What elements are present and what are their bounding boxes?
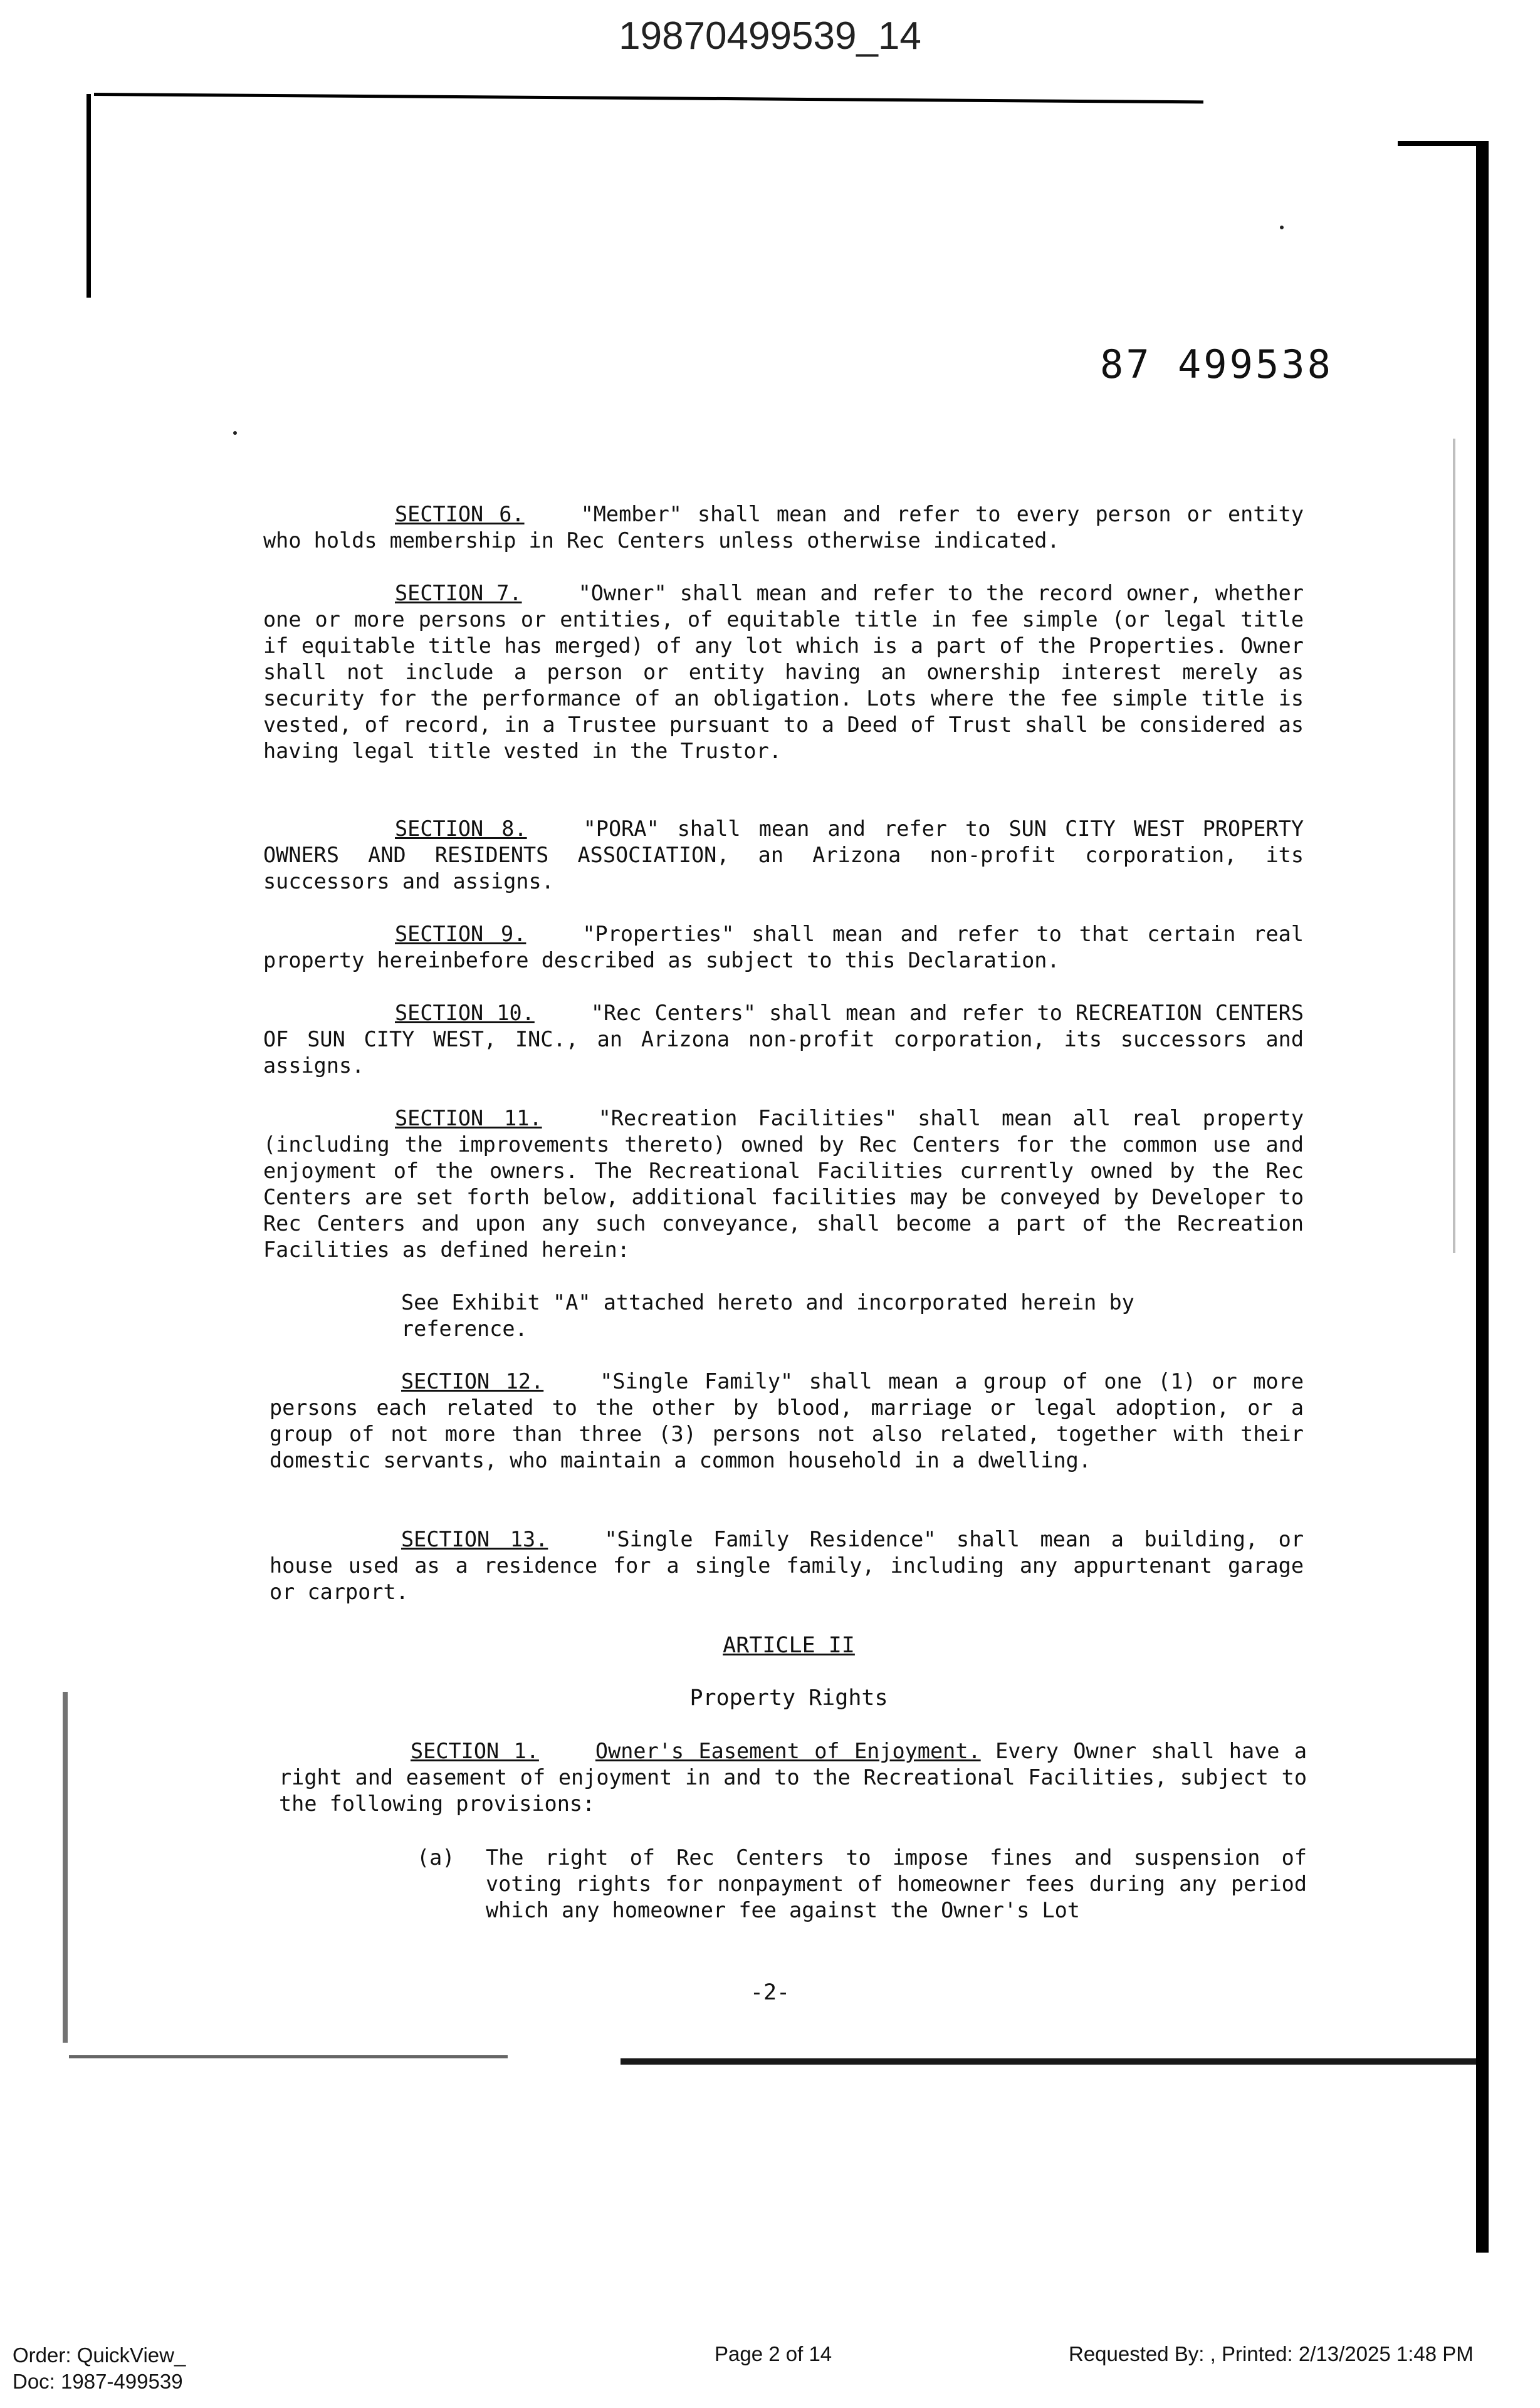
section-label: SECTION 12.	[401, 1369, 544, 1394]
section-text: "Rec Centers" shall mean and refer to RECREATION CENTERS OF SUN CITY WEST, INC., an Arizona non-profit corporation, its successors and assigns.	[263, 1001, 1304, 1078]
definition-section-13	[270, 1526, 1304, 1605]
exhibit-note: See Exhibit "A" attached hereto and incorporated herein by reference.	[401, 1290, 1134, 1341]
footer-order: Order: QuickView_	[13, 2343, 186, 2367]
section-label: SECTION 7.	[395, 581, 522, 605]
section-text: Every Owner shall have a right and easement of enjoyment in and to the Recreational Facilities, subject to the following provisions:	[279, 1739, 1307, 1816]
definition-section-7	[263, 580, 1304, 764]
recording-number: 87 499538	[1100, 341, 1333, 387]
section-text: "PORA" shall mean and refer to SUN CITY WEST PROPERTY OWNERS AND RESIDENTS ASSOCIATION, an Arizona non-profit corporation, its successors and assigns.	[263, 816, 1304, 894]
section-text: "Single Family Residence" shall mean a building, or house used as a residence for a single family, including any appurtenant garage or carport.	[270, 1527, 1304, 1604]
article-title-text: ARTICLE II	[723, 1633, 855, 1658]
section-label: SECTION 8.	[395, 816, 527, 841]
scan-bottom-band-left	[69, 2055, 508, 2058]
item-label: (a)	[417, 1845, 455, 1870]
document-id: 19870499539_14	[619, 14, 921, 58]
scan-speck	[1280, 226, 1284, 229]
section-text: "Member" shall mean and refer to every person or entity who holds membership in Rec Centers unless otherwise indicated.	[263, 502, 1304, 553]
section-text: "Recreation Facilities" shall mean all real property (including the improvements thereto) owned by Rec Centers for the common use and enjoyment of the owners. The Recreational Facilities currently owned by the Rec Centers are set forth below, additional facilities may be conveyed by Developer to Rec Centers and upon any such conveyance, shall become a part of the Recreation Facilities as defined herein:	[263, 1106, 1304, 1262]
section-heading: Owner's Easement of Enjoyment.	[595, 1739, 981, 1763]
scan-speck	[233, 431, 237, 435]
scan-right-border	[1476, 141, 1489, 2253]
section-label: SECTION 13.	[401, 1527, 548, 1551]
definition-section-9	[263, 921, 1304, 974]
section-text: "Owner" shall mean and refer to the record owner, whether one or more persons or entities, of equitable title in fee simple (or legal title if equitable title has merged) of any lot which is a part of the Properties. Owner shall not include a person or entity having an ownership interest merely as security for the performance of an obligation. Lots where the fee simple title is vested, of record, in a Trustee pursuant to a Deed of Trust shall be considered as having legal title vested in the Trustor.	[263, 581, 1304, 763]
footer-doc: Doc: 1987-499539	[13, 2370, 183, 2393]
definition-section-10	[263, 1000, 1304, 1079]
section-text: "Single Family" shall mean a group of one (1) or more persons each related to the other by blood, marriage or legal adoption, or a group of not more than three (3) persons not also related, together with their domestic servants, who maintain a common household in a dwelling.	[270, 1369, 1304, 1472]
definition-section-6	[263, 501, 1304, 554]
article-title	[0, 1633, 1540, 1658]
scan-top-border	[94, 93, 1203, 103]
definition-section-11	[263, 1105, 1304, 1263]
scan-right-margin-noise	[1453, 439, 1455, 1253]
scan-bottom-band	[621, 2058, 1489, 2065]
page-number: -2-	[750, 1980, 790, 2005]
scan-right-top	[1398, 141, 1489, 146]
section-label: SECTION 6.	[395, 502, 525, 526]
footer-page: Page 2 of 14	[715, 2342, 832, 2365]
definition-section-8	[263, 816, 1304, 895]
item-text: The right of Rec Centers to impose fines and suspension of voting rights for nonpayment of homeowner fees during any period which any homeowner fee against the Owner's Lot	[486, 1845, 1307, 1922]
section-text: "Properties" shall mean and refer to that certain real property hereinbefore described as subject to this Declaration.	[263, 922, 1304, 972]
section-label: SECTION 1.	[411, 1739, 539, 1763]
footer-requested: Requested By: , Printed: 2/13/2025 1:48 PM	[1069, 2342, 1474, 2365]
scan-left-border	[86, 94, 91, 298]
definition-section-12	[270, 1368, 1304, 1474]
article-subtitle: Property Rights	[689, 1686, 888, 1711]
section-label: SECTION 9.	[395, 922, 526, 946]
section-label: SECTION 11.	[395, 1106, 542, 1130]
article-section-1	[279, 1738, 1307, 1817]
section-label: SECTION 10.	[395, 1001, 535, 1025]
footer-left	[13, 2342, 186, 2395]
